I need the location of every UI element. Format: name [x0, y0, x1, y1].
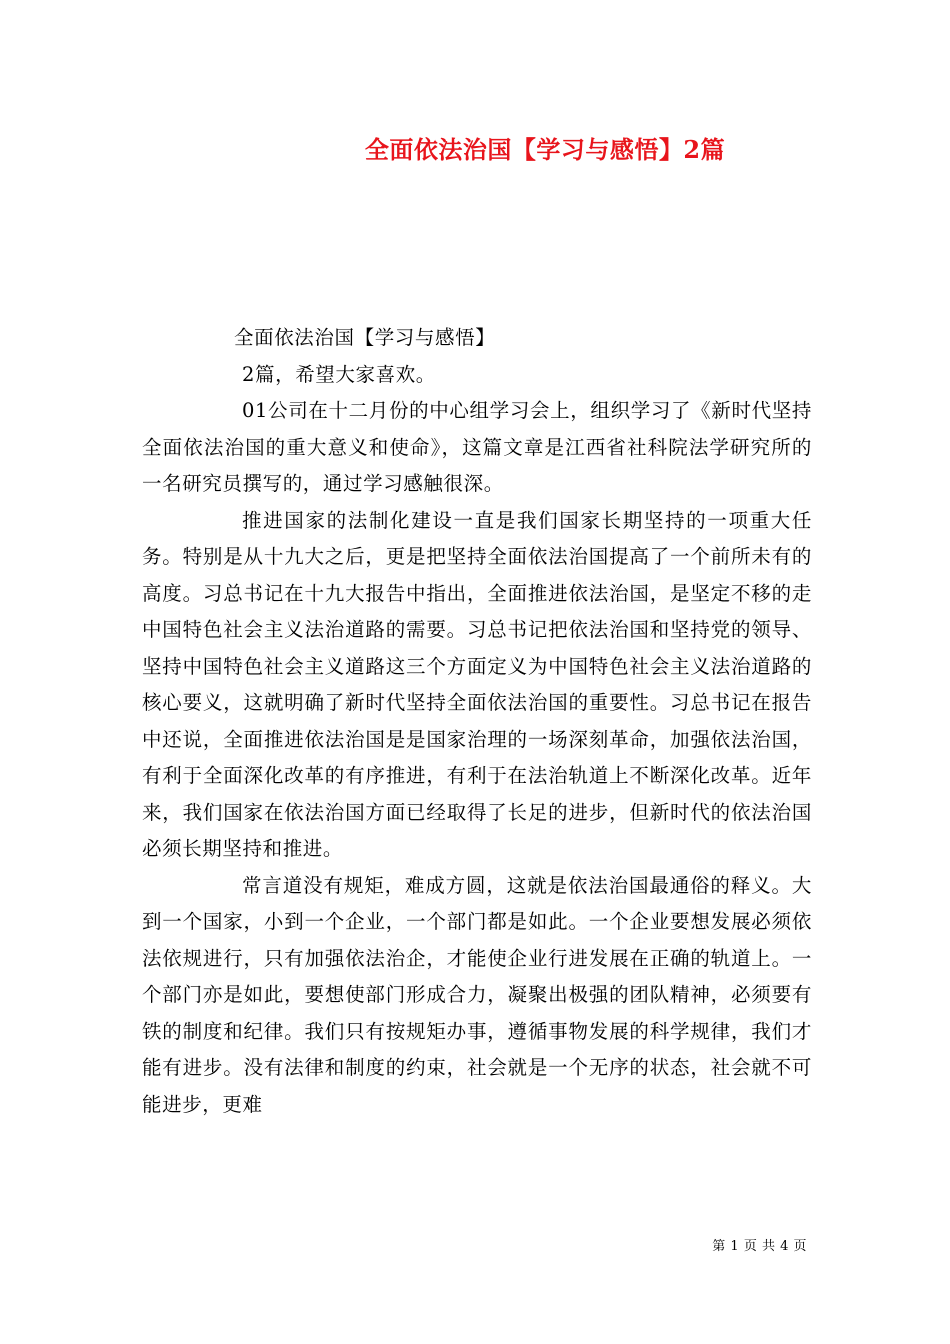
document-subtitle: 全面依法治国【学习与感悟】 — [234, 326, 496, 349]
paragraph: 常言道没有规矩，难成方圆，这就是依法治国最通俗的释义。大到一个国家，小到一个企业，一个部门都是如此。一个企业要想发展必须依法依规进行，只有加强依法治企，才能使企业行进发展在正确的轨道上。一个部门亦是如此，要想使部门形成合力，凝聚出极强的团队精神，必须要有铁的制度和纪律。我们只有按规矩办事，遵循事物发展的科学规律，我们才能有进步。没有法律和制度的约束，社会就是一个无序的状态，社会就不可能进步，更难 — [142, 873, 812, 1116]
paragraph: 推进国家的法制化建设一直是我们国家长期坚持的一项重大任务。特别是从十九大之后，更是把坚持全面依法治国提高了一个前所未有的高度。习总书记在十九大报告中指出，全面推进依法治国，是坚定不移的走中国特色社会主义法治道路的需要。习总书记把依法治国和坚持党的领导、坚持中国特色社会主义道路这三个方面定义为中国特色社会主义法治道路的核心要义，这就明确了新时代坚持全面依法治国的重要性。习总书记在报告中还说，全面推进依法治国是是国家治理的一场深刻革命，加强依法治国，有利于全面深化改革的有序推进，有利于在法治轨道上不断深化改革。近年来，我们国家在依法治国方面已经取得了长足的进步，但新时代的依法治国必须长期坚持和推进。 — [142, 508, 812, 860]
document-title: 全面依法治国【学习与感悟】2篇 — [364, 135, 726, 164]
document-intro: 2篇，希望大家喜欢。 — [242, 362, 436, 386]
paragraph: 01公司在十二月份的中心组学习会上，组织学习了《新时代坚持全面依法治国的重大意义和使命》，这篇文章是江西省社科院法学研究所的一名研究员撰写的，通过学习感触很深。 — [142, 399, 812, 495]
document-body — [142, 320, 812, 1123]
page-footer: 第 1 页 共 4 页 — [712, 1239, 807, 1254]
